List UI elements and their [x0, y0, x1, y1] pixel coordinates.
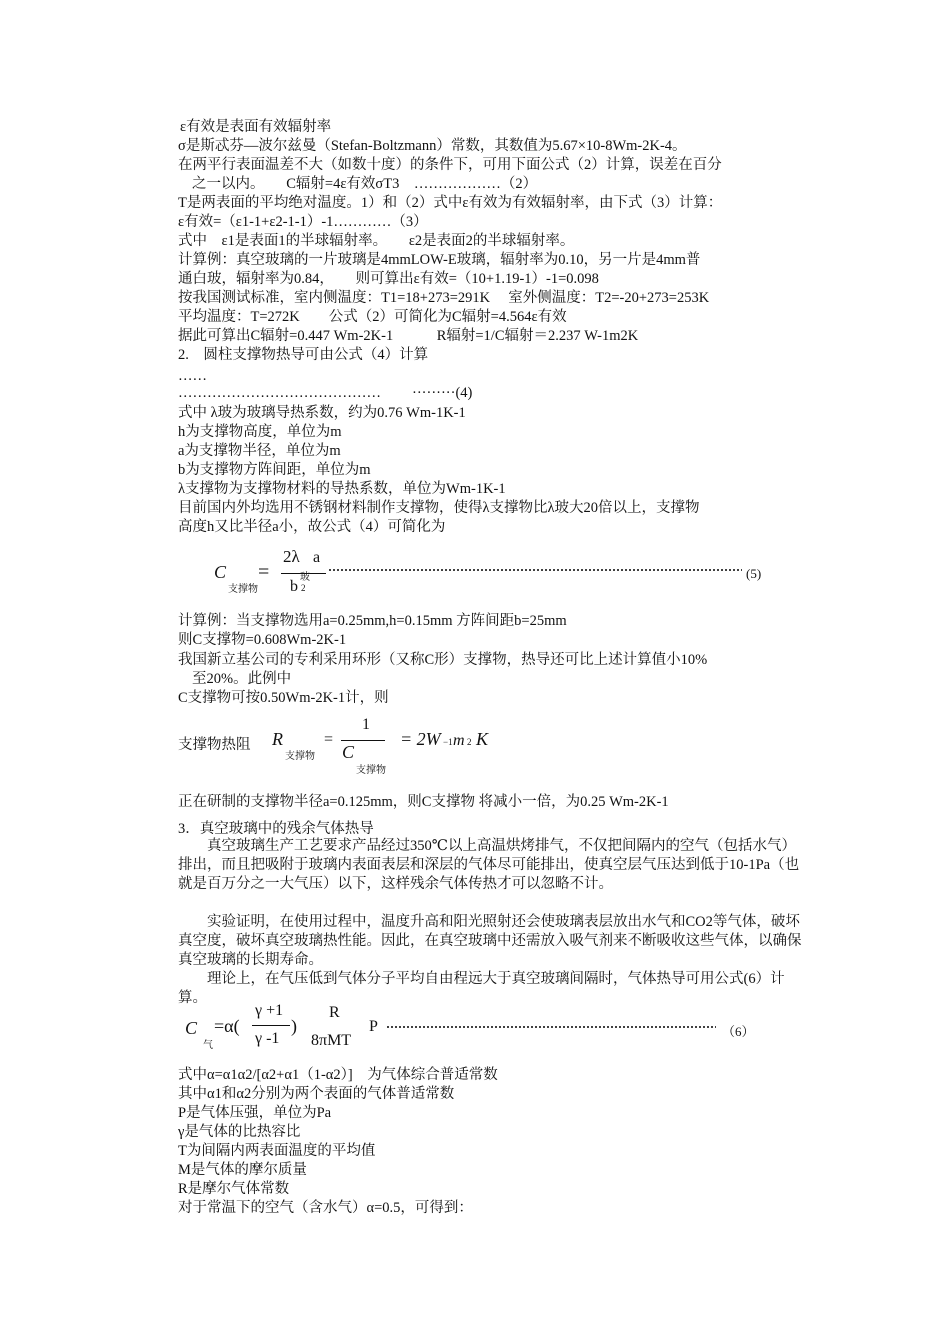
- equation-tag: ·········(4): [412, 385, 473, 401]
- text-line: γ是气体的比热容比: [178, 1124, 301, 1140]
- eq6-numerator: γ +1: [255, 1002, 284, 1019]
- section-heading: 2. 圆柱支撑物热导可由公式（4）计算: [178, 347, 429, 363]
- text-line: a为支撑物半径，单位为m: [178, 443, 341, 459]
- text-line: b为支撑物方阵间距，单位为m: [178, 462, 371, 478]
- eqR-R: R: [272, 729, 283, 749]
- text-line: 高度h又比半径a小，故公式（4）可简化为: [178, 519, 446, 535]
- text-line: 据此可算出C辐射=0.447 Wm-2K-1 R辐射=1/C辐射＝2.237 W-1m2K: [178, 328, 639, 344]
- eq5-subscript: 支撑物: [228, 584, 258, 595]
- paragraph: [178, 913, 810, 970]
- eq6-denominator: γ -1: [255, 1030, 280, 1047]
- text-line: T为间隔内两表面温度的平均值: [178, 1143, 376, 1159]
- eq6-leader-dots: [386, 1024, 716, 1030]
- eqR-denominator-subscript: 支撑物: [356, 765, 386, 776]
- text-line: 对于常温下的空气（含水气）α=0.5，可得到：: [178, 1200, 473, 1216]
- eq6-P: P: [369, 1018, 378, 1035]
- leader-dots: ……………………………………: [178, 385, 381, 401]
- text-line: 则C支撑物=0.608Wm-2K-1: [178, 632, 347, 648]
- eq6-denominator-2: 8πMT: [311, 1032, 352, 1049]
- text-line: T是两表面的平均绝对温度。1）和（2）式中ε有效为有效辐射率，由下式（3）计算：: [178, 195, 723, 211]
- eqR-rhs-K: K: [476, 729, 489, 749]
- text-line: 至20%。此例中: [192, 671, 292, 687]
- text-line: 计算例：真空玻璃的一片玻璃是4mmLOW-E玻璃，辐射率为0.10，另一片是4mm普: [178, 252, 701, 268]
- eq5-numerator-subscript: 玻: [300, 572, 310, 583]
- text-line: h为支撑物高度，单位为m: [178, 424, 342, 440]
- paragraph-text: 理论上，在气压低到气体分子平均自由程远大于真空玻璃间隔时，气体热导可用公式(6）计算。: [178, 971, 785, 1006]
- eqR-rhs: = 2W: [400, 729, 441, 749]
- eqR-rhs-sup: −1: [443, 737, 453, 747]
- text-line: σ是斯忒芬—波尔兹曼（Stefan-Boltzmann）常数，其数值为5.67×10-8Wm-2K-4。: [178, 138, 687, 154]
- eq5-denominator: b: [290, 578, 298, 595]
- eq5-denominator-sup: 2: [301, 583, 306, 593]
- text-line: 我国新立基公司的专利采用环形（又称C形）支撑物，热导还可比上述计算值小10%: [178, 652, 708, 668]
- eqR-numerator: 1: [362, 716, 370, 733]
- text-line: 目前国内外均选用不锈钢材料制作支撑物，使得λ支撑物比λ玻大20倍以上，支撑物: [178, 500, 700, 516]
- text-line: P是气体压强，单位为Pa: [178, 1105, 332, 1121]
- eq5-equals: =: [258, 561, 270, 583]
- eqR-R-subscript: 支撑物: [285, 751, 315, 762]
- text-line: 式中α=α1α2/[α2+α1（1-α2）] 为气体综合普适常数: [178, 1067, 498, 1083]
- eq6-C: C: [185, 1018, 198, 1038]
- text-line: C支撑物可按0.50Wm-2K-1计，则: [178, 690, 389, 706]
- text-line: ε有效=（ε1-1+ε2-1-1）-1…………（3）: [178, 214, 428, 230]
- text-line: 其中α1和α2分别为两个表面的气体普适常数: [178, 1086, 455, 1102]
- eqR-label: 支撑物热阻: [178, 737, 251, 753]
- eqR-fraction-bar: [341, 740, 385, 741]
- text-line: 平均温度：T=272K 公式（2）可简化为C辐射=4.564ε有效: [178, 309, 567, 325]
- paragraph: [178, 837, 810, 894]
- eq5-numerator: 2λ: [283, 547, 300, 566]
- eqR-rhs-sup2: 2: [467, 737, 472, 747]
- text-line: 式中 ε1是表面1的半球辐射率。 ε2是表面2的半球辐射率。: [178, 233, 575, 249]
- text-line: ……: [178, 368, 207, 384]
- eq5-C: C: [214, 562, 227, 582]
- eq5-leader-dots: [328, 567, 742, 573]
- paragraph-text: 真空玻璃生产工艺要求产品经过350℃以上高温烘烤排气，不仅把间隔内的空气（包括水气）排出，而且把吸附于玻璃内表面表层和深层的气体尽可能排出，使真空层气压达到低于10-1Pa（也就是百万分之一大气压）以下，这样残余气体传热才可以忽略不计。: [178, 838, 800, 892]
- text-line: R是摩尔气体常数: [178, 1181, 290, 1197]
- text-line: ε有效是表面有效辐射率: [180, 119, 332, 135]
- text-line: 按我国测试标准，室内侧温度：T1=18+273=291K 室外侧温度：T2=-20+273=253K: [178, 290, 710, 306]
- text-line: 计算例：当支撑物选用a=0.25mm,h=0.15mm 方阵间距b=25mm: [178, 613, 567, 629]
- eq6-tag: （6）: [722, 1024, 755, 1039]
- text-line: 正在研制的支撑物半径a=0.125mm，则C支撑物 将减小一倍，为0.25 Wm-2K-1: [178, 794, 669, 810]
- section-heading: 3．真空玻璃中的残余气体热导: [178, 821, 374, 837]
- text-line: 之一以内。 C辐射=4ε有效σT3 ………………（2）: [192, 176, 538, 192]
- eq6-close-paren: ): [291, 1016, 297, 1036]
- eq6-fraction-bar: [252, 1025, 290, 1026]
- eqR-rhs-m: m: [453, 732, 465, 749]
- eq6-equals-alpha: =α(: [214, 1016, 240, 1036]
- eq5-a: a: [313, 549, 321, 566]
- eq5-tag: (5): [746, 566, 762, 581]
- eq6-subscript: 气: [203, 1040, 213, 1051]
- text-line: 式中 λ玻为玻璃导热系数，约为0.76 Wm-1K-1: [178, 405, 466, 421]
- text-line: M是气体的摩尔质量: [178, 1162, 307, 1178]
- text-line: 在两平行表面温差不大（如数十度）的条件下，可用下面公式（2）计算，误差在百分: [178, 157, 722, 173]
- equation-4-line: [178, 384, 472, 403]
- eqR-denominator: C: [342, 742, 355, 762]
- text-line: 通白玻，辐射率为0.84， 则可算出ε有效=（10+1.19-1）-1=0.098: [178, 271, 599, 287]
- paragraph-text: 实验证明，在使用过程中，温度升高和阳光照射还会使玻璃表层放出水气和CO2等气体，破坏真空度，破坏真空玻璃热性能。因此，在真空玻璃中还需放入吸气剂来不断吸收这些气体，以确保真空玻璃的长期寿命。: [178, 914, 802, 968]
- text-line: λ支撑物为支撑物材料的导热系数，单位为Wm-1K-1: [178, 481, 506, 497]
- eqR-equals: =: [324, 731, 334, 748]
- eq6-numerator-2: R: [329, 1004, 340, 1021]
